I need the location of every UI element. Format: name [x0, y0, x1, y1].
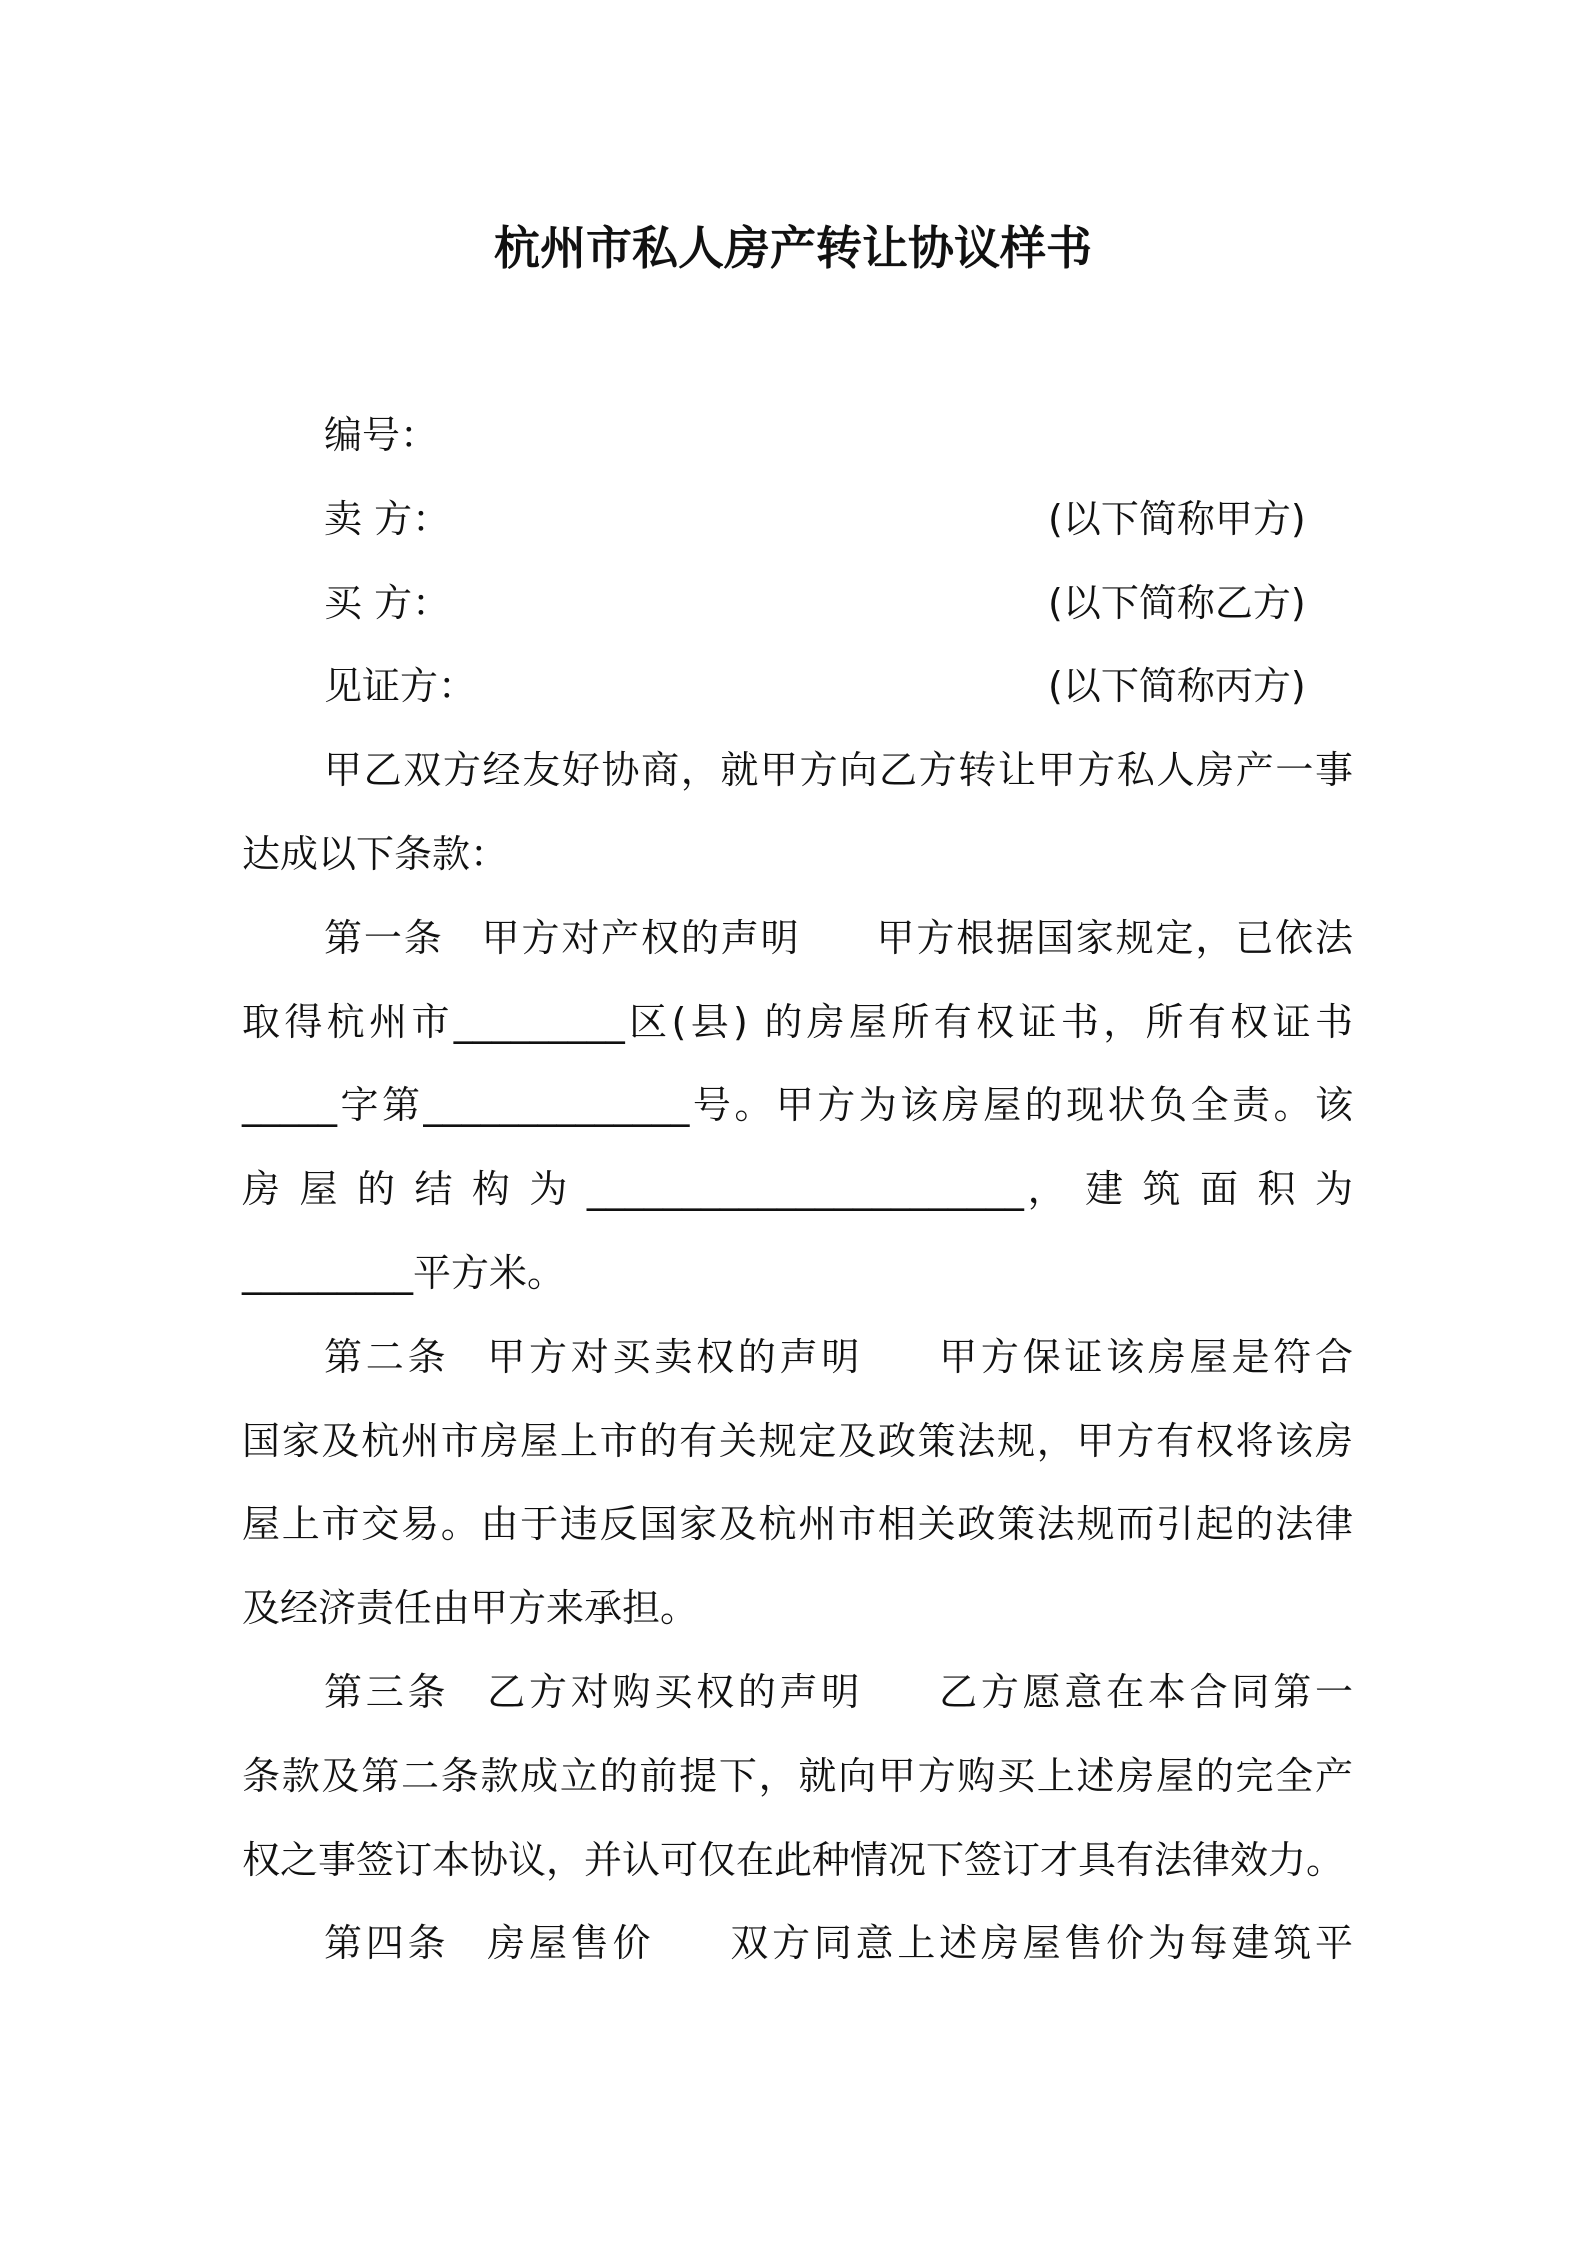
field-note: (以下简称乙方)	[1048, 580, 1306, 625]
field-row-seller	[242, 478, 1353, 562]
article-first-line	[242, 1902, 1353, 1986]
field-label: 卖 方：	[324, 496, 451, 541]
article-text: 乙方愿意在本合同第一	[939, 1669, 1353, 1714]
article-number: 第三条	[324, 1669, 450, 1714]
article-line: 房 屋 的 结 构 为 _______________________， 建 筑 面 积 为	[242, 1167, 1353, 1212]
article-heading: 甲方对产权的声明	[481, 915, 801, 960]
article-line: 屋上市交易。由于违反国家及杭州市相关政策法规而引起的法律	[242, 1502, 1353, 1547]
field-label: 买 方：	[324, 580, 451, 625]
field-note: (以下简称丙方)	[1048, 664, 1306, 709]
preamble-paragraph	[242, 729, 1353, 897]
article-first-line	[242, 1651, 1353, 1735]
field-note: (以下简称甲方)	[1048, 496, 1306, 541]
article-3	[242, 1651, 1353, 1902]
field-label: 编号：	[324, 413, 439, 457]
article-4	[242, 1902, 1353, 1986]
article-text: 双方同意上述房屋售价为每建筑平	[730, 1921, 1353, 1966]
article-text: 甲方根据国家规定，已依法	[876, 915, 1353, 960]
article-line: 取得杭州市_________区(县) 的房屋所有权证书，所有权证书	[242, 999, 1353, 1044]
article-line: _____字第______________号。甲方为该房屋的现状负全责。该	[242, 1083, 1353, 1128]
article-1	[242, 897, 1353, 1316]
article-line: 国家及杭州市房屋上市的有关规定及政策法规，甲方有权将该房	[242, 1418, 1353, 1463]
article-text: 甲方保证该房屋是符合	[939, 1334, 1353, 1379]
article-line: 及经济责任由甲方来承担。	[242, 1586, 699, 1631]
article-number: 第四条	[324, 1921, 450, 1966]
article-heading: 甲方对买卖权的声明	[487, 1334, 864, 1379]
article-number: 第一条	[324, 915, 444, 960]
field-row-serial-number	[242, 394, 1353, 478]
article-2	[242, 1316, 1353, 1651]
article-line: 条款及第二条款成立的前提下，就向甲方购买上述房屋的完全产	[242, 1753, 1353, 1798]
paragraph-line: 甲乙双方经友好协商，就甲方向乙方转让甲方私人房产一事	[324, 748, 1353, 793]
article-number: 第二条	[324, 1334, 450, 1379]
paragraph-line: 达成以下条款：	[242, 831, 509, 876]
article-heading: 乙方对购买权的声明	[487, 1669, 864, 1714]
article-first-line	[242, 897, 1353, 981]
field-label: 见证方：	[324, 664, 477, 709]
field-row-buyer	[242, 562, 1353, 646]
document-body	[242, 394, 1353, 1986]
article-line: 权之事签订本协议，并认可仅在此种情况下签订才具有法律效力。	[242, 1837, 1345, 1882]
field-row-witness	[242, 645, 1353, 729]
article-first-line	[242, 1316, 1353, 1400]
document-title: 杭州市私人房产转让协议样书	[494, 221, 1092, 275]
article-heading: 房屋售价	[487, 1921, 655, 1966]
article-line: _________平方米。	[242, 1250, 566, 1295]
